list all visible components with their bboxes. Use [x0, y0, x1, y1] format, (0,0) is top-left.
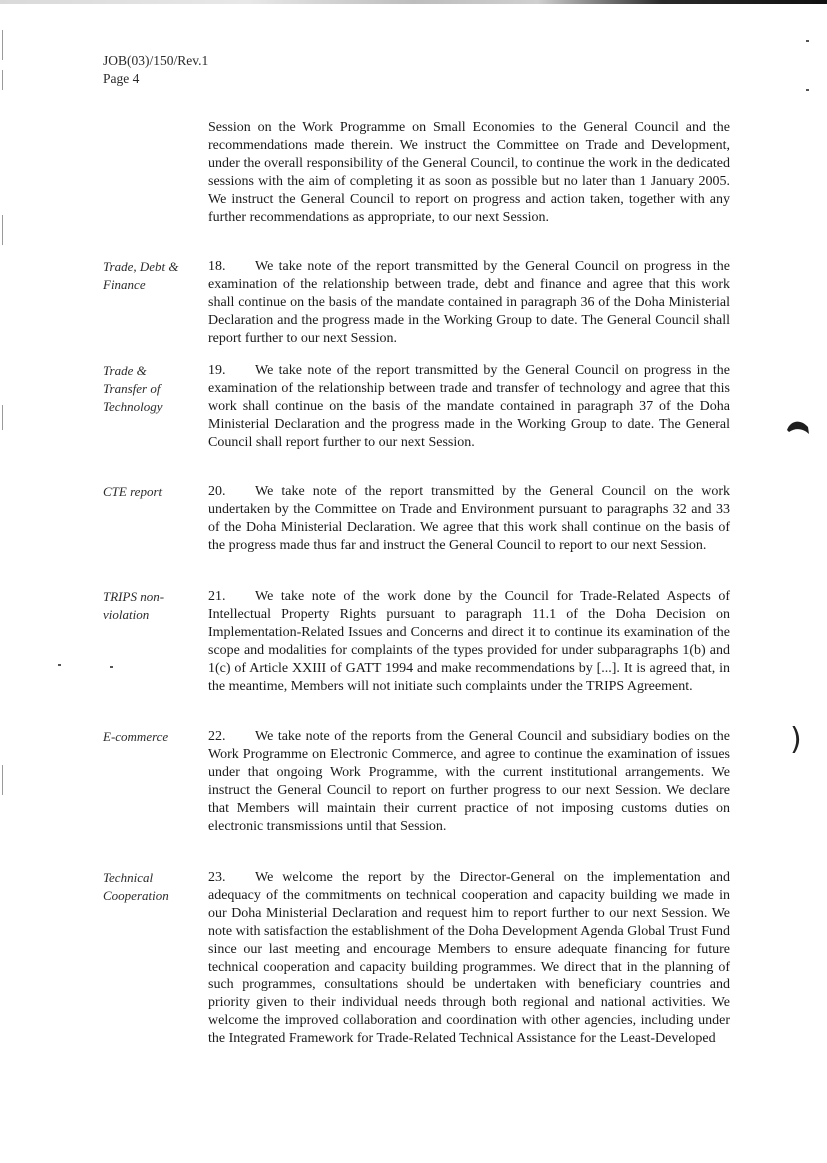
scan-edge-left [2, 30, 3, 60]
margin-label: Trade & Transfer of Technology [103, 363, 163, 414]
paragraph-text: We welcome the report by the Director-General on the implementation and adequacy of the commitments on technical cooperation and capacity building we made in our Doha Ministerial Declaration and request him to report further to our next Session. We note with satisfaction the establishment of the Doha Development Agenda Global Trust Fund since our last meeting and encourage Members to ensure adequate financing for future technical cooperation and capacity building programmes. We direct that in the planning of such programmes, consultations should be undertaken with beneficiary countries and priority given to their individual needs through both regional and national activities. We welcome the improved collaboration and coordination with other agencies, including under the Integrated Framework for Trade-Related Technical Assistance for the Least-Developed [208, 870, 730, 1047]
margin-label: TRIPS non-violation [103, 589, 165, 622]
paragraph-body [208, 483, 730, 555]
margin-label: Technical Cooperation [103, 870, 169, 903]
scan-artifact-mark: ) [790, 722, 802, 757]
scan-speck [806, 40, 809, 42]
ink-blot-mark [786, 418, 810, 436]
scan-speck [58, 664, 61, 666]
paragraph-text: We take note of the work done by the Council for Trade-Related Aspects of Intellectual Property Rights pursuant to paragraph 11.1 of the Doha Decision on Implementation-Related Issues and Concerns and direct it to continue its examination of the scope and modalities for complaints of the types provided for under subparagraphs 1(b) and 1(c) of Article XXIII of GATT 1994 and make recommendations by [...]. It is agreed that, in the meantime, Members will not initiate such complaints under the TRIPS Agreement. [208, 589, 730, 694]
margin-label: E-commerce [103, 729, 169, 744]
paragraph-number: 19. [208, 363, 226, 378]
margin-label: CTE report [103, 484, 163, 499]
scan-edge-left [2, 70, 3, 90]
scan-edge-left [2, 765, 3, 795]
paragraph-body [208, 588, 730, 695]
paragraph-text: We take note of the reports from the General Council and subsidiary bodies on the Work Programme on Electronic Commerce, and agree to continue the examination of issues under that ongoing Work Programme, with the current institutional arrangements. We instruct the General Council to report on further progress to our next Session. We declare that Members will maintain their current practice of not imposing customs duties on electronic transmissions until that Session. [208, 729, 730, 834]
paragraph-text: We take note of the report transmitted by the General Council on the work undertaken by the Committee on Trade and Environment pursuant to paragraphs 32 and 33 of the Doha Ministerial Declaration. We agree that this work shall continue on the basis of the progress made thus far and instruct the General Council to report to our next Session. [208, 484, 730, 553]
paragraph-text: We take note of the report transmitted by the General Council on progress in the examination of the relationship between trade, debt and finance and agree that this work shall continue on the basis of the mandate contained in paragraph 36 of the Doha Ministerial Declaration and the progress made in the Working Group to date. The General Council shall report further to our next Session. [208, 259, 730, 346]
page-number: Page 4 [103, 71, 140, 86]
document-symbol: JOB(03)/150/Rev.1 [103, 53, 209, 68]
margin-label: Trade, Debt & Finance [103, 259, 179, 292]
paragraph-number: 22. [208, 729, 226, 744]
scan-speck [110, 666, 113, 668]
scan-edge-top [0, 0, 827, 4]
scan-edge-left [2, 215, 3, 245]
paragraph-number: 21. [208, 589, 226, 604]
paragraph-number: 20. [208, 484, 226, 499]
paragraph-body [208, 728, 730, 835]
scan-edge-left [2, 405, 3, 430]
scan-speck [806, 89, 809, 91]
paragraph-number: 18. [208, 259, 226, 274]
paragraph-body [208, 869, 730, 1048]
document-header [103, 52, 208, 88]
intro-paragraph: Session on the Work Programme on Small Economies to the General Council and the recommendations made therein. We instruct the Committee on Trade and Development, under the overall responsibility of the General Council, to continue the work in the dedicated sessions with the aim of completing it as soon as possible but no later than 1 January 2005. We instruct the General Council to report on progress and action taken, together with any further recommendations as appropriate, to our next Session. [208, 120, 730, 225]
paragraph-number: 23. [208, 870, 226, 885]
paragraph-text: We take note of the report transmitted by the General Council on progress in the examination of the relationship between trade and transfer of technology and agree that this work shall continue on the basis of the mandate contained in paragraph 37 of the Doha Ministerial Declaration and the progress made in the Working Group to date. The General Council shall report further to our next Session. [208, 363, 730, 450]
paragraph-body [208, 362, 730, 452]
paragraph-body [208, 258, 730, 348]
